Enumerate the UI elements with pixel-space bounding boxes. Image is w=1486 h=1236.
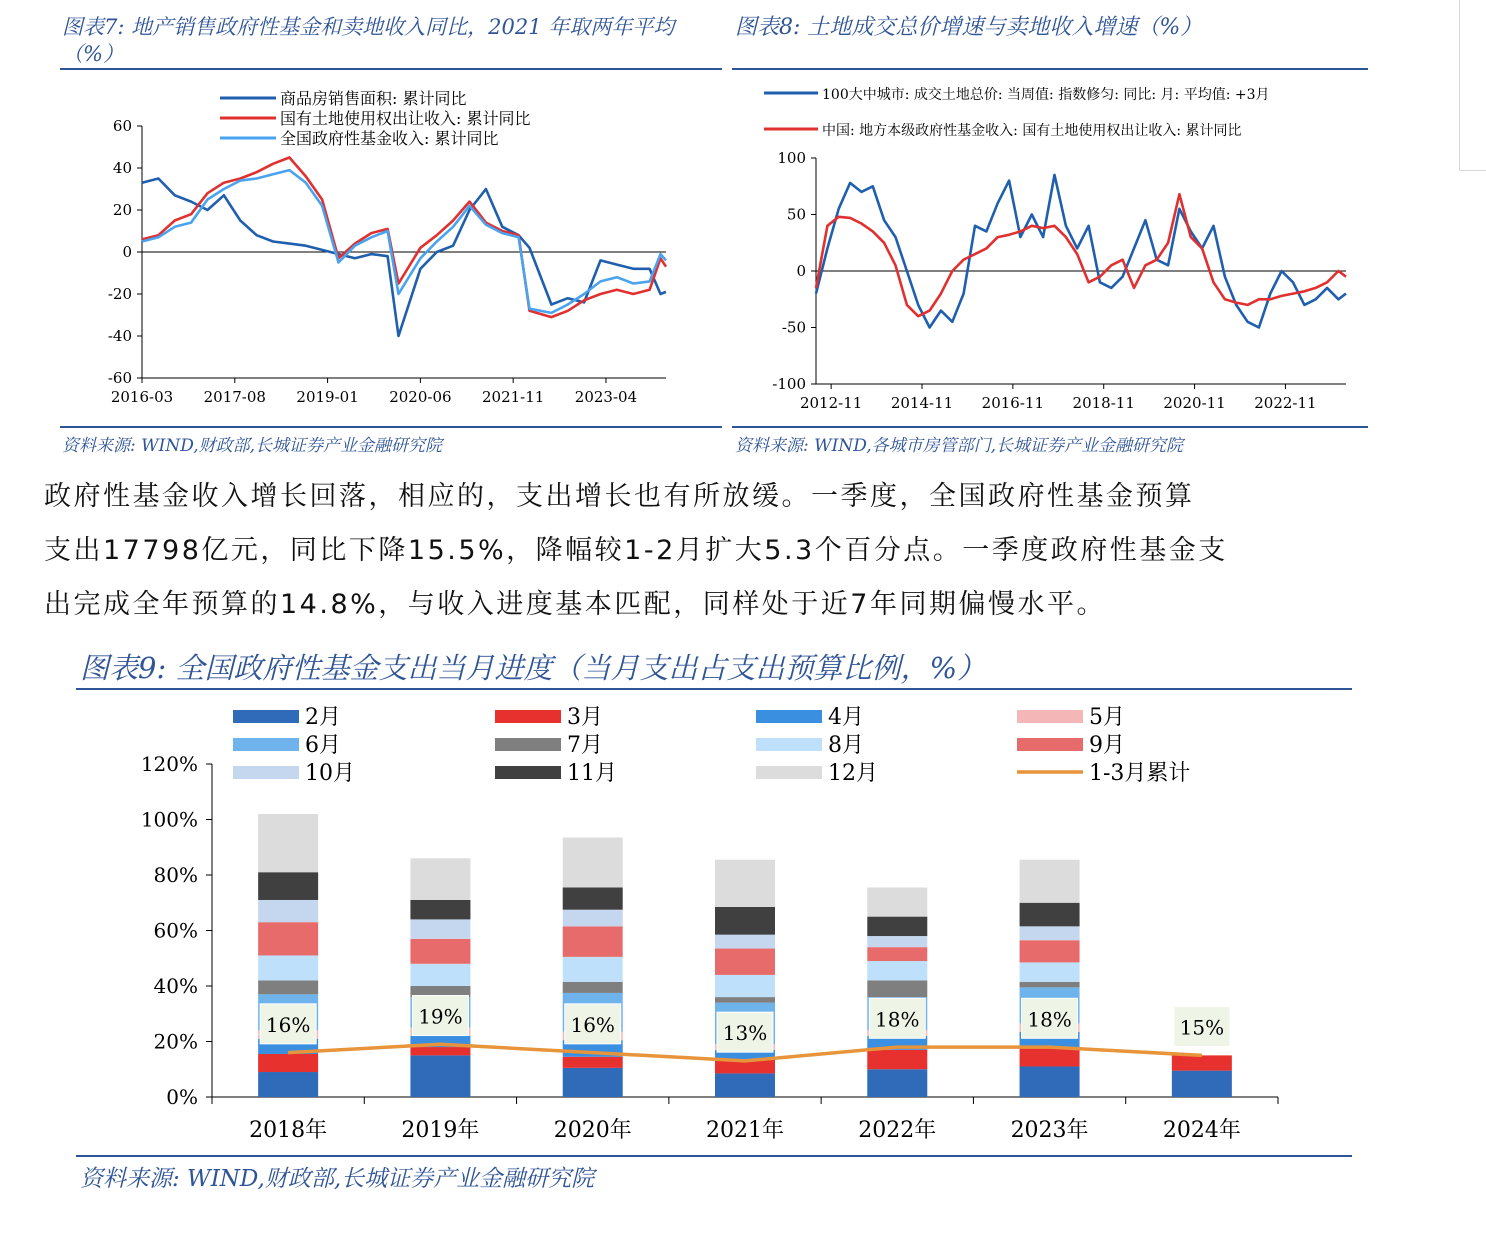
legend-label: 100大中城市: 成交土地总价: 当周值: 指数修匀: 同比: 月: 平均值: +3月 [822,87,1270,103]
bar-segment [867,1069,927,1097]
legend-swatch [495,766,561,779]
x-tick-label: 2018-11 [1072,394,1135,412]
data-label: 13% [722,1021,768,1046]
x-tick-label: 2019年 [401,1118,480,1143]
legend-swatch [495,710,561,723]
y-tick-label: -60 [107,369,132,387]
x-tick-label: 2020年 [553,1118,632,1143]
legend-label: 11月 [567,761,617,786]
legend-label: 商品房销售面积: 累计同比 [280,89,467,108]
fig8-caption: 图表8: 土地成交总价增速与卖地收入增速（%） [735,15,1203,40]
window-scroll-edge [1459,0,1486,171]
y-tick-label: 50 [786,205,806,224]
y-tick-label: 80% [153,863,198,887]
fig7-source: 资料来源: WIND,财政部,长城证券产业金融研究院 [62,436,443,456]
fig8-top-rule [732,68,1368,70]
bar-segment [258,900,318,922]
y-tick-label: 20% [153,1029,198,1054]
bar-segment [410,858,470,900]
y-tick-label: 0 [796,262,806,280]
bar-segment [258,1072,318,1097]
y-tick-label: -100 [772,375,806,393]
legend-swatch [233,766,299,779]
x-tick-label: 2019-01 [296,388,359,406]
y-tick-label: 60 [112,117,132,135]
bar-segment [563,1068,623,1097]
bar-segment [563,982,623,993]
bar-segment [867,980,927,997]
y-tick-label: 40% [153,974,198,998]
bar-segment [1020,926,1080,940]
bar-segment [1020,860,1080,903]
x-tick-label: 2018年 [249,1118,328,1143]
bar-segment [867,961,927,980]
x-tick-label: 2016-11 [981,394,1045,412]
bar-segment [563,887,623,909]
bar-segment [867,917,927,936]
bar-segment [1020,903,1080,927]
legend-swatch [233,710,299,723]
y-tick-label: 100% [140,807,198,832]
fig7-top-rule [60,68,722,70]
x-tick-label: 2023年 [1010,1118,1089,1143]
bar-segment [258,922,318,955]
data-label: 16% [265,1012,311,1037]
fig7-caption-line1: 图表7: 地产销售政府性基金和卖地收入同比，2021 年取两年平均 [62,15,675,39]
series-line [816,194,1346,316]
x-tick-label: 2014-11 [890,394,954,412]
bar-segment [715,935,775,949]
x-tick-label: 2022-11 [1254,394,1317,412]
fig9-source: 资料来源: WIND,财政部,长城证券产业金融研究院 [80,1166,595,1192]
bar-segment [715,949,775,975]
x-tick-label: 2021年 [706,1118,784,1143]
series-line [142,170,666,313]
legend-label: 中国: 地方本级政府性基金收入: 国有土地使用权出让收入: 累计同比 [822,123,1242,139]
bar-segment [1020,982,1080,988]
bar-segment [867,936,927,947]
series-line [816,175,1346,328]
body-paragraph [44,470,1444,632]
legend-label: 5月 [1089,705,1125,730]
bar-segment [258,872,318,900]
legend-label: 9月 [1089,733,1125,758]
x-tick-label: 2022年 [858,1118,937,1143]
legend-label: 1-3月累计 [1089,761,1191,786]
bar-segment [1020,1048,1080,1066]
x-tick-label: 2020-06 [389,388,452,406]
x-tick-label: 2017-08 [203,388,266,406]
bar-segment [258,980,318,994]
x-tick-label: 2023-04 [574,388,638,406]
paragraph-line: 政府性基金收入增长回落，相应的，支出增长也有所放缓。一季度，全国政府性基金预算 [44,481,1195,512]
bar-segment [715,1073,775,1097]
legend-label: 6月 [305,733,341,758]
y-tick-label: 120% [140,752,198,776]
legend-label: 2月 [305,705,341,730]
bar-segment [410,964,470,986]
legend-swatch [756,710,822,723]
bar-segment [867,947,927,961]
data-label: 16% [570,1012,615,1037]
bar-segment [1020,1066,1080,1097]
y-tick-label: 40 [112,159,132,177]
bar-segment [410,939,470,964]
fig7-caption [62,14,722,68]
bar-segment [563,926,623,957]
legend-swatch [1017,738,1083,751]
bar-segment [258,955,318,980]
bar-segment [563,957,623,982]
paragraph-line: 出完成全年预算的14.8%，与收入进度基本匹配，同样处于近7年同期偏慢水平。 [44,589,1106,620]
bar-segment [563,1057,623,1068]
bar-segment [563,910,623,927]
series-line [142,179,666,337]
bar-segment [715,860,775,907]
x-tick-label: 2024年 [1162,1118,1241,1143]
bar-segment [258,1054,318,1072]
data-label: 19% [418,1004,463,1029]
legend-label: 全国政府性基金收入: 累计同比 [280,129,499,148]
x-tick-label: 2016-03 [110,388,174,406]
bar-segment [1172,1055,1232,1070]
y-tick-label: 0 [122,243,132,261]
fig7-caption-line2: （%） [62,42,124,66]
fig7-bottom-rule [60,426,722,428]
legend-label: 4月 [828,705,864,730]
y-tick-label: 0% [166,1085,198,1109]
bar-segment [715,997,775,1003]
y-tick-label: -20 [107,285,132,303]
bar-segment [258,814,318,872]
legend-label: 10月 [305,761,355,786]
legend-swatch [756,738,822,751]
bar-segment [410,900,470,919]
data-label: 18% [1027,1007,1072,1032]
y-tick-label: 20 [112,201,132,219]
bar-segment [410,919,470,938]
legend-swatch [1017,710,1083,723]
legend-label: 8月 [828,733,864,758]
bar-segment [715,975,775,997]
fig8-bottom-rule [732,426,1368,428]
y-tick-label: 100 [777,149,806,167]
bar-segment [410,1055,470,1097]
bar-segment [563,838,623,888]
x-tick-label: 2020-11 [1163,394,1226,412]
legend-label: 7月 [567,733,603,758]
legend-label: 12月 [828,761,878,786]
bar-segment [715,907,775,935]
y-tick-label: -40 [107,327,132,345]
bar-segment [1020,940,1080,962]
legend-swatch [495,738,561,751]
bar-segment [410,1047,470,1055]
data-label: 18% [875,1007,920,1032]
bar-segment [1020,962,1080,981]
y-tick-label: 60% [153,918,198,943]
fig9-chart [76,696,1352,1152]
fig9-caption: 图表9: 全国政府性基金支出当月进度（当月支出占支出预算比例，%） [80,651,986,685]
bar-segment [867,887,927,916]
fig9-bottom-rule [76,1155,1352,1157]
legend-label: 3月 [567,705,603,730]
paragraph-line: 支出17798亿元，同比下降15.5%，降幅较1-2月扩大5.3个百分点。一季度政府性基金支 [44,535,1228,566]
fig9-top-rule [76,688,1352,690]
y-tick-label: -50 [781,318,806,337]
bar-segment [867,1050,927,1069]
x-tick-label: 2012-11 [799,394,863,412]
legend-label: 国有土地使用权出让收入: 累计同比 [280,109,531,128]
x-tick-label: 2021-11 [481,388,545,406]
fig7-chart [60,72,722,422]
legend-swatch [233,738,299,751]
bar-segment [1172,1071,1232,1097]
fig8-source: 资料来源: WIND,各城市房管部门,长城证券产业金融研究院 [735,436,1184,456]
fig8-chart [732,72,1368,422]
legend-swatch [756,766,822,779]
data-label: 15% [1179,1015,1225,1040]
